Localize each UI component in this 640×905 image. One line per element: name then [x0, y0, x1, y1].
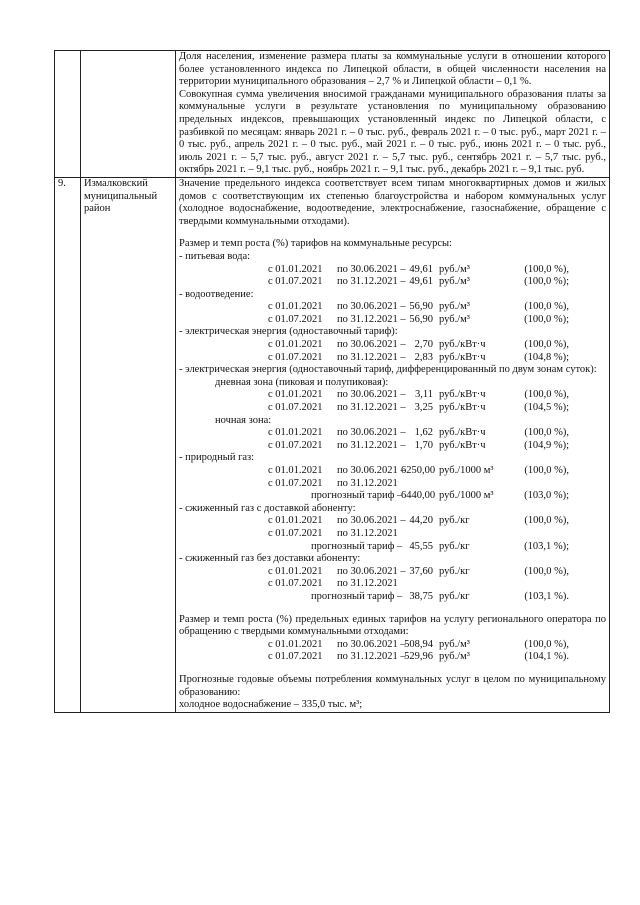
municipality-cell: Измалковский муниципальный район: [81, 177, 176, 712]
tariff-value: 2,83: [414, 351, 433, 363]
tariff-line: [179, 276, 606, 289]
tariff-line: [179, 301, 606, 314]
forecast-line: [179, 490, 606, 503]
tariff-unit: руб./кг: [439, 565, 470, 577]
tariff-unit: руб./кВт·ч: [439, 427, 486, 439]
forecast-line: [179, 591, 606, 604]
period-end: по 30.06.2021 –: [337, 263, 406, 275]
period-end: по 31.12.2021 –: [337, 439, 406, 451]
table-row: [55, 51, 610, 178]
tariff-value: 529,96: [404, 651, 433, 663]
growth-percent: (100,0 %),: [524, 339, 569, 351]
period-end: по 31.12.2021 –: [337, 351, 406, 363]
growth-percent: (104,8 %);: [524, 351, 569, 363]
growth-percent: (104,9 %);: [524, 439, 569, 451]
growth-percent: (100,0 %);: [524, 313, 569, 325]
tariff-value: 6250,00: [401, 465, 436, 476]
period-end: по 30.06.2021 –: [337, 565, 406, 577]
tariff-value: 45,55: [409, 540, 433, 552]
forecast-label: прогнозный тариф –: [311, 540, 403, 552]
lpg-delivery-label: - сжиженный газ с доставкой абоненту:: [179, 502, 356, 514]
forecast-label: прогнозный тариф –: [311, 590, 403, 602]
tariff-unit: руб./кВт·ч: [439, 402, 486, 414]
period-end: по 30.06.2021 –: [337, 515, 406, 527]
lpg-no-delivery-label: - сжиженный газ без доставки абоненту:: [179, 553, 361, 565]
period-end: по 30.06.2021 –: [337, 301, 406, 313]
tariff-line: [179, 639, 606, 652]
tariff-value: 3,25: [414, 402, 433, 414]
period-end: по 31.12.2021: [337, 527, 398, 539]
electricity-label: - электрическая энергия (одноставочный тариф):: [179, 326, 398, 338]
period-end: по 31.12.2021 –: [337, 402, 406, 414]
row-number-cell: [55, 51, 81, 178]
period-start: с 01.01.2021: [268, 301, 323, 313]
tariff-value: 49,61: [409, 276, 433, 288]
growth-percent: (100,0 %),: [524, 301, 569, 313]
growth-percent: (100,0 %),: [524, 565, 569, 577]
period-end: по 30.06.2021 –: [337, 427, 406, 439]
tariff-line: [179, 264, 606, 277]
details-cell: [176, 177, 610, 712]
tariff-unit: руб./м³: [439, 276, 470, 288]
monthly-increase-paragraph: Совокупная сумма увеличения вносимой гражданами муниципального образования платы за коммунальные услуги в результате установления по муниципальному образованию предельных индексов, превышающих установленный индекс по Липецкой области, с разбивкой по месяцам: январь 2021 г. – 0 тыс. руб., февраль 2021 г. – 0 тыс. руб., март 2021 г. – 0 тыс. руб., апрель 2021 г. – 0 тыс. руб., май 2021 г. – 0 тыс. руб., июнь 2021 г. – 0 тыс. руб., июль 2021 г. – 5,7 тыс. руб., август 2021 г. – 5,7 тыс. руб., сентябрь 2021 г. – 5,7 тыс. руб., октябрь 2021 г. – 9,1 тыс. руб., ноябрь 2021 г. – 9,1 тыс. руб., декабрь 2021 г. – 9,1 тыс. руб.: [179, 88, 606, 176]
period-end: по 31.12.2021 –: [337, 276, 406, 288]
electricity-zones-label: - электрическая энергия (одноставочный тариф, дифференцированный по двум зонам суток):: [179, 364, 597, 376]
night-zone-label: ночная зона:: [215, 414, 272, 426]
tariff-value: 49,61: [409, 263, 433, 275]
tariff-unit: руб./м³: [439, 301, 470, 313]
period-start: с 01.07.2021: [268, 313, 323, 325]
tariff-value: 1,70: [414, 439, 433, 451]
growth-percent: (100,0 %),: [524, 465, 569, 476]
tariff-line: [179, 402, 606, 415]
tariff-unit: руб./1000 м³: [439, 465, 494, 476]
tariff-line: [179, 465, 606, 478]
growth-percent: (103,0 %);: [524, 490, 569, 502]
growth-percent: (100,0 %),: [524, 515, 569, 527]
tariff-line: [179, 314, 606, 327]
row-number-cell: 9.: [55, 177, 81, 712]
sewage-label: - водоотведение:: [179, 288, 254, 300]
period-start: с 01.07.2021: [268, 402, 323, 414]
tariffs-heading: Размер и темп роста (%) тарифов на коммунальные ресурсы:: [179, 238, 452, 250]
tariff-line: [179, 578, 606, 591]
tariff-value: 38,75: [409, 590, 433, 602]
period-start: с 01.07.2021: [268, 527, 323, 539]
tariff-value: 44,20: [409, 515, 433, 527]
tariff-table: [54, 50, 610, 713]
tariff-value: 1,62: [414, 427, 433, 439]
tariff-unit: руб./м³: [439, 263, 470, 275]
cold-water-volume: холодное водоснабжение – 335,0 тыс. м³;: [179, 699, 363, 711]
waste-tariff-heading: Размер и темп роста (%) предельных единых тарифов на услугу регионального оператора по обращению с твердыми коммунальными отходами:: [179, 613, 606, 638]
period-start: с 01.07.2021: [268, 477, 323, 489]
forecast-line: [179, 541, 606, 554]
tariff-unit: руб./м³: [439, 638, 470, 650]
growth-percent: (103,1 %);: [524, 540, 569, 552]
tariff-unit: руб./м³: [439, 651, 470, 663]
natural-gas-label: - природный газ:: [179, 452, 255, 464]
tariff-value: 56,90: [409, 313, 433, 325]
population-share-paragraph: Доля населения, изменение размера платы за коммунальные услуги в отношении которого более установленного индекса по Липецкой области, в общей численности населения на территории муниципального образования – 2,7 % и Липецкой области – 0,1 %.: [179, 51, 606, 88]
tariff-line: [179, 389, 606, 402]
period-end: по 30.06.2021 –: [337, 465, 406, 476]
growth-percent: (100,0 %),: [524, 427, 569, 439]
period-start: с 01.07.2021: [268, 651, 323, 663]
period-end: по 31.12.2021: [337, 578, 398, 590]
period-start: с 01.07.2021: [268, 351, 323, 363]
tariff-unit: руб./кВт·ч: [439, 439, 486, 451]
municipality-cell: [81, 51, 176, 178]
period-start: с 01.07.2021: [268, 439, 323, 451]
tariff-line: [179, 440, 606, 453]
period-start: с 01.07.2021: [268, 276, 323, 288]
growth-percent: (100,0 %),: [524, 638, 569, 650]
period-end: по 30.06.2021 –: [337, 638, 406, 650]
period-end: по 30.06.2021 –: [337, 339, 406, 351]
details-cell: [176, 51, 610, 178]
period-end: по 31.12.2021 –: [337, 313, 406, 325]
tariff-line: [179, 339, 606, 352]
growth-percent: (100,0 %),: [524, 263, 569, 275]
period-start: с 01.01.2021: [268, 263, 323, 275]
tariff-line: [179, 427, 606, 440]
tariff-value: 2,70: [414, 339, 433, 351]
period-start: с 01.01.2021: [268, 565, 323, 577]
period-end: по 31.12.2021: [337, 477, 398, 489]
tariff-unit: руб./кг: [439, 515, 470, 527]
tariff-unit: руб./кВт·ч: [439, 339, 486, 351]
tariff-value: 6440,00: [401, 490, 436, 502]
growth-percent: (103,1 %).: [524, 590, 569, 602]
tariff-unit: руб./кг: [439, 540, 470, 552]
period-start: с 01.01.2021: [268, 339, 323, 351]
forecast-label: прогнозный тариф –: [311, 490, 403, 502]
growth-percent: (100,0 %);: [524, 276, 569, 288]
tariff-line: [179, 352, 606, 365]
tariff-line: [179, 528, 606, 541]
tariff-line: [179, 478, 606, 491]
period-end: по 30.06.2021 –: [337, 389, 406, 401]
period-start: с 01.07.2021: [268, 578, 323, 590]
period-end: по 31.12.2021 –: [337, 651, 406, 663]
growth-percent: (104,1 %).: [524, 651, 569, 663]
tariff-line: [179, 651, 606, 664]
period-start: с 01.01.2021: [268, 389, 323, 401]
tariff-unit: руб./кг: [439, 590, 470, 602]
tariff-value: 508,94: [404, 638, 433, 650]
volumes-heading: Прогнозные годовые объемы потребления коммунальных услуг в целом по муниципальному образованию:: [179, 673, 606, 698]
growth-percent: (104,5 %);: [524, 402, 569, 414]
tariff-unit: руб./кВт·ч: [439, 389, 486, 401]
tariff-value: 37,60: [409, 565, 433, 577]
tariff-value: 3,11: [415, 389, 433, 401]
period-start: с 01.01.2021: [268, 465, 323, 476]
tariff-unit: руб./кВт·ч: [439, 351, 486, 363]
tariff-line: [179, 515, 606, 528]
growth-percent: (100,0 %),: [524, 389, 569, 401]
tariff-line: [179, 566, 606, 579]
period-start: с 01.01.2021: [268, 638, 323, 650]
period-start: с 01.01.2021: [268, 515, 323, 527]
index-intro-paragraph: Значение предельного индекса соответствует всем типам многоквартирных домов и жилых домов с соответствующим их степенью благоустройства и набором коммунальных услуг (холодное водоснабжение, водоотведение, электроснабжение, газоснабжение, обращение с твердыми коммунальными отходами).: [179, 177, 606, 227]
table-row: [55, 177, 610, 712]
document-page: [54, 50, 610, 713]
period-start: с 01.01.2021: [268, 427, 323, 439]
tariff-unit: руб./1000 м³: [439, 490, 494, 502]
day-zone-label: дневная зона (пиковая и полупиковая):: [215, 376, 389, 388]
drinking-water-label: - питьевая вода:: [179, 250, 251, 262]
tariff-unit: руб./м³: [439, 313, 470, 325]
tariff-value: 56,90: [409, 301, 433, 313]
